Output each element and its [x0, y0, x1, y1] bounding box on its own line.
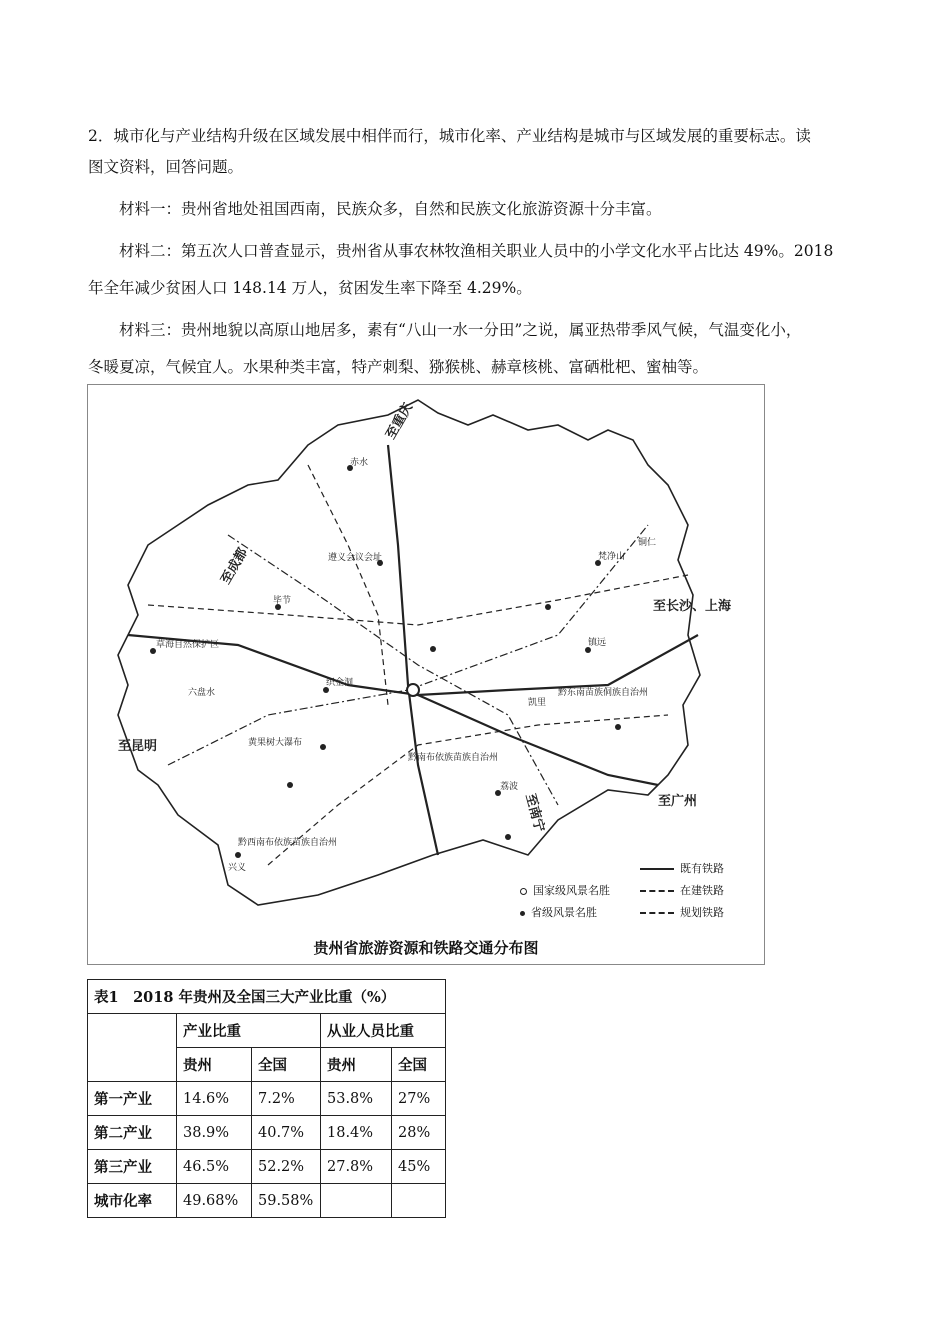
- label-xingyi: 兴义: [228, 863, 247, 873]
- legend-existing: 既有铁路: [640, 858, 724, 880]
- label-zhenyuan: 镇远: [588, 638, 607, 648]
- question-stem-line2: 图文资料，回答问题。: [88, 158, 244, 176]
- existing-railway-3: [418, 695, 658, 785]
- label-qiannan: 黔南布依族苗族自治州: [408, 753, 499, 763]
- table-row: 第一产业 14.6% 7.2% 53.8% 27%: [88, 1082, 446, 1116]
- label-chishui: 赤水: [350, 458, 369, 468]
- legend-national: 国家级风景名胜: [520, 880, 610, 902]
- subheader-guizhou-2: 贵州: [321, 1048, 392, 1082]
- material-two-line2: 年全年减少贫困人口 148.14 万人，贫困发生率下降至 4.29%。: [88, 279, 532, 297]
- material-three-line2: 冬暖夏凉，气候宜人。水果种类丰富，特产刺梨、猕猴桃、赫章核桃、富硒枇杷、蜜柚等。: [88, 358, 709, 376]
- building-railway-icon: [640, 890, 674, 892]
- label-nanning: 至南宁: [522, 792, 547, 834]
- label-chongqing: 至重庆: [383, 400, 416, 442]
- label-zunyi: 遵义会议会址: [328, 553, 383, 563]
- provincial-scenic-icon: [520, 911, 525, 916]
- existing-railway-icon: [640, 868, 674, 870]
- material-one: 材料一：贵州省地处祖国西南，民族众多，自然和民族文化旅游资源十分丰富。: [119, 200, 662, 218]
- label-qianxinan: 黔西南布依族苗族自治州: [238, 838, 338, 848]
- label-chengdu: 至成都: [218, 545, 251, 587]
- subheader-guizhou-1: 贵州: [177, 1048, 252, 1082]
- table-row: 第三产业 46.5% 52.2% 27.8% 45%: [88, 1150, 446, 1184]
- table-corner: [88, 1014, 177, 1082]
- material-two-line1: 材料二：第五次人口普查显示，贵州省从事农林牧渔相关职业人员中的小学文化水平占比达 49%。2018: [119, 242, 834, 260]
- subheader-national-2: 全国: [392, 1048, 446, 1082]
- label-libo: 荔波: [500, 782, 519, 792]
- question-stem-line1: 2．城市化与产业结构升级在区域发展中相伴而行，城市化率、产业结构是城市与区域发展的重要标志。读: [88, 127, 811, 145]
- label-kaili: 凯里: [528, 698, 547, 708]
- label-weining: 草海自然保护区: [156, 640, 220, 650]
- tourism-railway-map: [87, 384, 765, 965]
- province-outline: [118, 400, 700, 905]
- label-bijie: 毕节: [273, 596, 292, 606]
- label-wumeng: 织金洞: [326, 678, 354, 688]
- table-caption: 表1 2018 年贵州及全国三大产业比重（%）: [88, 980, 446, 1014]
- label-fanjing: 梵净山: [598, 552, 626, 562]
- label-kunming: 至昆明: [118, 739, 158, 754]
- material-three-line1: 材料三：贵州地貌以高原山地居多，素有“八山一水一分田”之说，属亚热带季风气候，气温变化小，: [119, 321, 802, 339]
- planned-railway-3: [308, 465, 388, 705]
- label-huangguoshu: 黄果树大瀑布: [248, 738, 303, 748]
- map-caption: 贵州省旅游资源和铁路交通分布图: [313, 939, 539, 957]
- capital-marker: [407, 684, 419, 696]
- label-tongren: 铜仁: [638, 538, 657, 548]
- label-liupanshui: 六盘水: [188, 688, 216, 698]
- planned-railway-icon: [640, 912, 674, 914]
- label-qiandongnan: 黔东南苗族侗族自治州: [558, 688, 649, 698]
- label-guangzhou: 至广州: [658, 794, 698, 809]
- table-row: 城市化率 49.68% 59.58%: [88, 1184, 446, 1218]
- table-row: 第二产业 38.9% 40.7% 18.4% 28%: [88, 1116, 446, 1150]
- legend-planned: 规划铁路: [640, 902, 724, 924]
- legend-provincial: 省级风景名胜: [520, 902, 610, 924]
- scenic-markers: [150, 465, 621, 858]
- industry-table: [87, 979, 446, 1218]
- legend-building: 在建铁路: [640, 880, 724, 902]
- map-legend: [520, 858, 724, 924]
- header-employment-share: 从业人员比重: [321, 1014, 446, 1048]
- national-scenic-icon: [520, 888, 527, 895]
- question-intro: [88, 121, 868, 383]
- header-industry-share: 产业比重: [177, 1014, 321, 1048]
- subheader-national-1: 全国: [252, 1048, 321, 1082]
- label-changsha: 至长沙、上海: [653, 599, 732, 614]
